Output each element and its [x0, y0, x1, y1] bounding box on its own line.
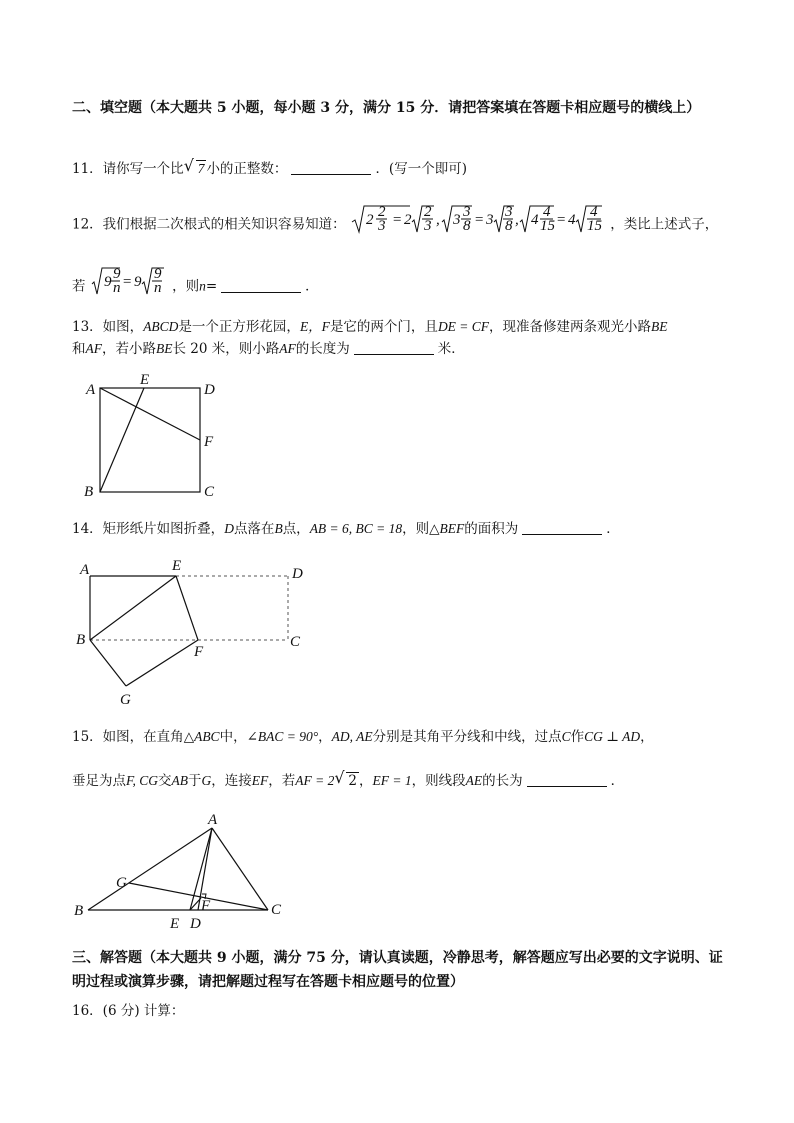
- label-d: D: [204, 382, 215, 398]
- q12-radical-formulas: [350, 204, 606, 240]
- answer-blank-13[interactable]: [354, 340, 434, 355]
- svg-text:3: 3: [452, 212, 461, 228]
- label-g: G: [120, 692, 131, 708]
- svg-text:3: 3: [377, 218, 386, 234]
- svg-text:=: =: [473, 212, 485, 228]
- question-14: 14．矩形纸片如图折叠，D点落在B点，AB = 6, BC = 18，则△BEF的面积为 ．: [72, 521, 620, 537]
- svg-text:n: n: [112, 280, 121, 296]
- label-g: G: [116, 875, 127, 891]
- label-d: D: [190, 916, 201, 932]
- label-f: F: [194, 644, 204, 660]
- label-c: C: [271, 902, 282, 918]
- question-12-line-2: 若 9 9 n = 9 9 n ，则n= ．: [72, 272, 732, 302]
- svg-text:2: 2: [365, 212, 374, 228]
- svg-text:n: n: [153, 280, 162, 296]
- svg-text:4: 4: [589, 204, 598, 220]
- svg-text:2: 2: [377, 204, 386, 220]
- svg-text:4: 4: [542, 204, 551, 220]
- label-e: E: [140, 372, 150, 388]
- svg-text:3: 3: [504, 204, 513, 220]
- figure-14-folded-rectangle: [72, 558, 312, 708]
- label-a: A: [86, 382, 96, 398]
- section-2-title: 二、填空题（本大题共 5 小题，每小题 3 分，满分 15 分．请把答案填在答题卡相应题号的横线上）: [72, 100, 701, 116]
- svg-text:,: ,: [435, 212, 440, 228]
- label-c: C: [204, 484, 215, 500]
- question-13-line-2: 和AF，若小路BE长 20 米，则小路AF的长度为 米．: [72, 341, 465, 357]
- svg-text:2: 2: [403, 212, 412, 228]
- svg-text:9: 9: [112, 266, 121, 282]
- label-a: A: [80, 562, 90, 578]
- answer-blank-11[interactable]: [291, 160, 371, 175]
- label-c: C: [290, 634, 301, 650]
- svg-text:2: 2: [423, 204, 432, 220]
- svg-text:8: 8: [504, 218, 513, 234]
- label-f: F: [204, 434, 214, 450]
- answer-blank-12[interactable]: [221, 278, 301, 293]
- label-b: B: [74, 903, 84, 919]
- svg-text:=: =: [555, 212, 567, 228]
- svg-text:15: 15: [539, 218, 555, 234]
- label-b: B: [76, 632, 86, 648]
- q12-condition-formula: [90, 266, 168, 302]
- svg-text:4: 4: [530, 212, 539, 228]
- sqrt-2: √ 2: [336, 770, 359, 792]
- question-15-line-2: 垂足为点F, CG交AB于G，连接EF，若AF = 2√ 2 ，EF = 1，则线段AE的长为 ．: [72, 770, 732, 792]
- question-12-line-1: 12．我们根据二次根式的相关知识容易知道： 2 2 3 = 2 2 3 , 3 3 8 = 3 3 8 , 4 4 15 = 4 4 15 ，类比上述式子，: [72, 210, 732, 240]
- label-e: E: [172, 558, 182, 574]
- label-e: E: [170, 916, 180, 932]
- svg-text:15: 15: [586, 218, 602, 234]
- figure-13-square-garden: [80, 370, 230, 505]
- label-f: F: [201, 898, 211, 914]
- svg-text:9: 9: [133, 274, 142, 290]
- question-16: 16．(6 分) 计算：: [72, 1003, 185, 1019]
- label-d: D: [292, 566, 303, 582]
- svg-text:8: 8: [462, 218, 471, 234]
- sqrt-7: √ 7: [186, 158, 207, 180]
- svg-text:3: 3: [462, 204, 471, 220]
- label-a: A: [208, 812, 218, 828]
- figure-15-right-triangle: [72, 810, 292, 935]
- question-11: 11．请你写一个比√ 7 小的正整数： ．(写一个即可): [72, 158, 732, 180]
- svg-text:3: 3: [423, 218, 432, 234]
- answer-blank-14[interactable]: [522, 520, 602, 535]
- question-15-line-1: 15．如图，在直角△ABC中，∠BAC = 90°，AD, AE分别是其角平分线和中线，过点C作CG ⊥ AD，: [72, 729, 654, 745]
- svg-text:9: 9: [153, 266, 162, 282]
- svg-text:=: =: [121, 274, 132, 290]
- svg-text:=: =: [391, 212, 403, 228]
- section-3-title: 三、解答题（本大题共 9 小题，满分 75 分，请认真读题，冷静思考，解答题应写出必要的文字说明、证明过程或演算步骤，请把解题过程写在答题卡相应题号的位置）: [72, 950, 723, 990]
- svg-text:4: 4: [567, 212, 576, 228]
- svg-text:9: 9: [103, 274, 112, 290]
- answer-blank-15[interactable]: [527, 772, 607, 787]
- label-b: B: [84, 484, 94, 500]
- question-13-line-1: 13．如图，ABCD是一个正方形花园，E，F是它的两个门，且DE = CF，现准备修建两条观光小路BE: [72, 319, 668, 335]
- svg-text:,: ,: [514, 212, 519, 228]
- svg-text:3: 3: [485, 212, 494, 228]
